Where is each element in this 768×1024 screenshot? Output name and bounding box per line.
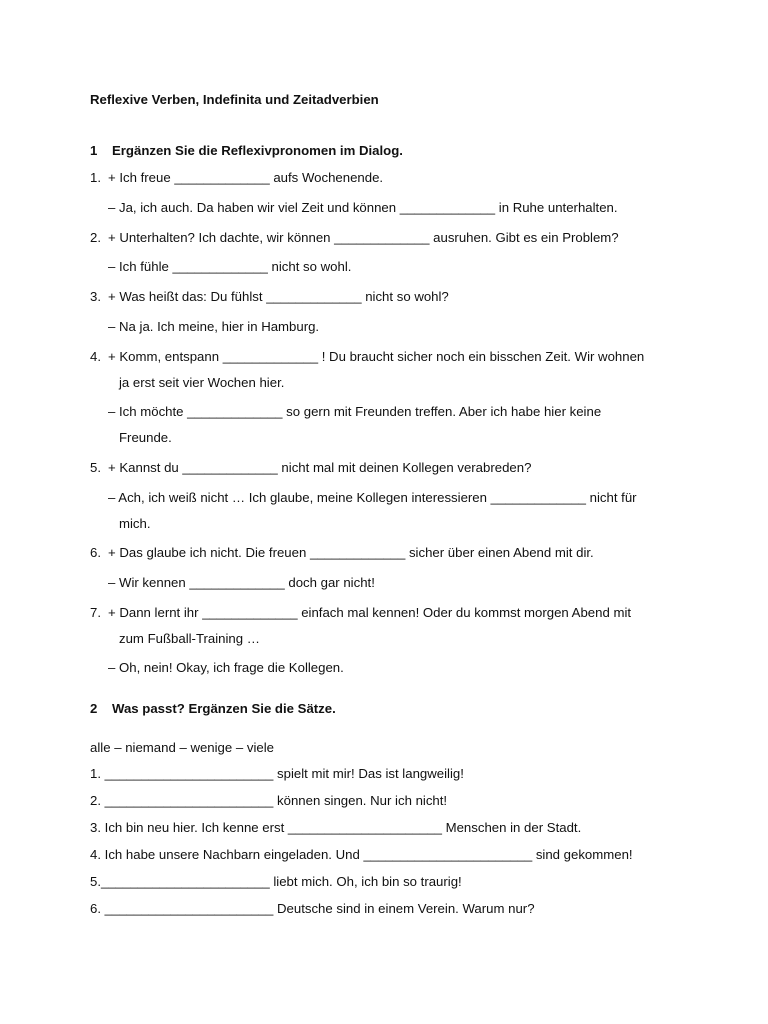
- line-text: Freunde.: [119, 430, 172, 445]
- line-number: 2.: [90, 230, 101, 245]
- line-text: mich.: [119, 516, 151, 531]
- line-text: + Ich freue _____________ aufs Wochenende.: [108, 170, 384, 185]
- document-title: Reflexive Verben, Indefinita und Zeitadverbien: [90, 92, 379, 107]
- section-2-title: Was passt? Ergänzen Sie die Sätze.: [112, 701, 336, 716]
- line-text: – Ich möchte _____________ so gern mit Freunden treffen. Aber ich habe hier keine: [108, 404, 602, 419]
- line-text: + Das glaube ich nicht. Die freuen _____________ sicher über einen Abend mit dir.: [108, 545, 594, 560]
- line-number: 1.: [90, 170, 101, 185]
- exercise-line: [108, 402, 601, 422]
- line-text: + Komm, entspann _____________ ! Du braucht sicher noch ein bisschen Zeit. Wir wohnen: [108, 349, 645, 364]
- exercise-line: 3. Ich bin neu hier. Ich kenne erst _____________________ Menschen in der Stadt.: [90, 820, 582, 835]
- exercise-line: [90, 228, 619, 248]
- section-1-title: Ergänzen Sie die Reflexivpronomen im Dialog.: [112, 143, 403, 158]
- line-text: ja erst seit vier Wochen hier.: [119, 375, 285, 390]
- exercise-line: [108, 198, 618, 218]
- word-bank: alle – niemand – wenige – viele: [90, 740, 275, 755]
- line-text: – Ja, ich auch. Da haben wir viel Zeit und können _____________ in Ruhe unterhalten.: [108, 200, 618, 215]
- exercise-line: [119, 373, 284, 393]
- exercise-line: [108, 257, 351, 277]
- section-2-exercise: [90, 738, 690, 938]
- exercise-line: [90, 347, 644, 367]
- exercise-line: [90, 168, 383, 188]
- line-text: – Na ja. Ich meine, hier in Hamburg.: [108, 319, 320, 334]
- exercise-line: [90, 287, 449, 307]
- line-text: + Unterhalten? Ich dachte, wir können _____________ ausruhen. Gibt es ein Problem?: [108, 230, 619, 245]
- section-1: [90, 141, 690, 161]
- line-number: 6.: [90, 545, 101, 560]
- exercise-line: 2. _______________________ können singen. Nur ich nicht!: [90, 793, 448, 808]
- exercise-line: [119, 428, 172, 448]
- line-text: – Wir kennen _____________ doch gar nicht!: [108, 575, 375, 590]
- exercise-line: 1. _______________________ spielt mit mir! Das ist langweilig!: [90, 766, 464, 781]
- exercise-line: [90, 458, 531, 478]
- section-2-heading: [90, 699, 690, 719]
- exercise-line: 5._______________________ liebt mich. Oh, ich bin so traurig!: [90, 874, 462, 889]
- section-1-heading: [90, 141, 690, 161]
- line-text: – Ach, ich weiß nicht … Ich glaube, meine Kollegen interessieren _____________ nicht für: [108, 490, 637, 505]
- exercise-line: [108, 488, 637, 508]
- exercise-line: [108, 573, 375, 593]
- exercise-line: [119, 514, 151, 534]
- exercise-line: 4. Ich habe unsere Nachbarn eingeladen. Und _______________________ sind gekommen!: [90, 847, 633, 862]
- line-number: 3.: [90, 289, 101, 304]
- exercise-line: [108, 317, 319, 337]
- exercise-line: [90, 603, 631, 623]
- line-number: 4.: [90, 349, 101, 364]
- line-number: 7.: [90, 605, 101, 620]
- section-1-exercise: [90, 168, 690, 688]
- section-1-number: 1: [90, 143, 98, 158]
- line-text: zum Fußball-Training …: [119, 631, 260, 646]
- line-text: + Dann lernt ihr _____________ einfach mal kennen! Oder du kommst morgen Abend mit: [108, 605, 632, 620]
- section-2-number: 2: [90, 701, 98, 716]
- exercise-line: [90, 543, 594, 563]
- exercise-line: [119, 629, 260, 649]
- exercise-line: 6. _______________________ Deutsche sind in einem Verein. Warum nur?: [90, 901, 535, 916]
- line-text: – Oh, nein! Okay, ich frage die Kollegen.: [108, 660, 344, 675]
- line-text: – Ich fühle _____________ nicht so wohl.: [108, 259, 352, 274]
- line-text: + Kannst du _____________ nicht mal mit deinen Kollegen verabreden?: [108, 460, 532, 475]
- line-number: 5.: [90, 460, 101, 475]
- exercise-line: [108, 658, 344, 678]
- section-2: [90, 699, 690, 719]
- line-text: + Was heißt das: Du fühlst _____________ nicht so wohl?: [108, 289, 449, 304]
